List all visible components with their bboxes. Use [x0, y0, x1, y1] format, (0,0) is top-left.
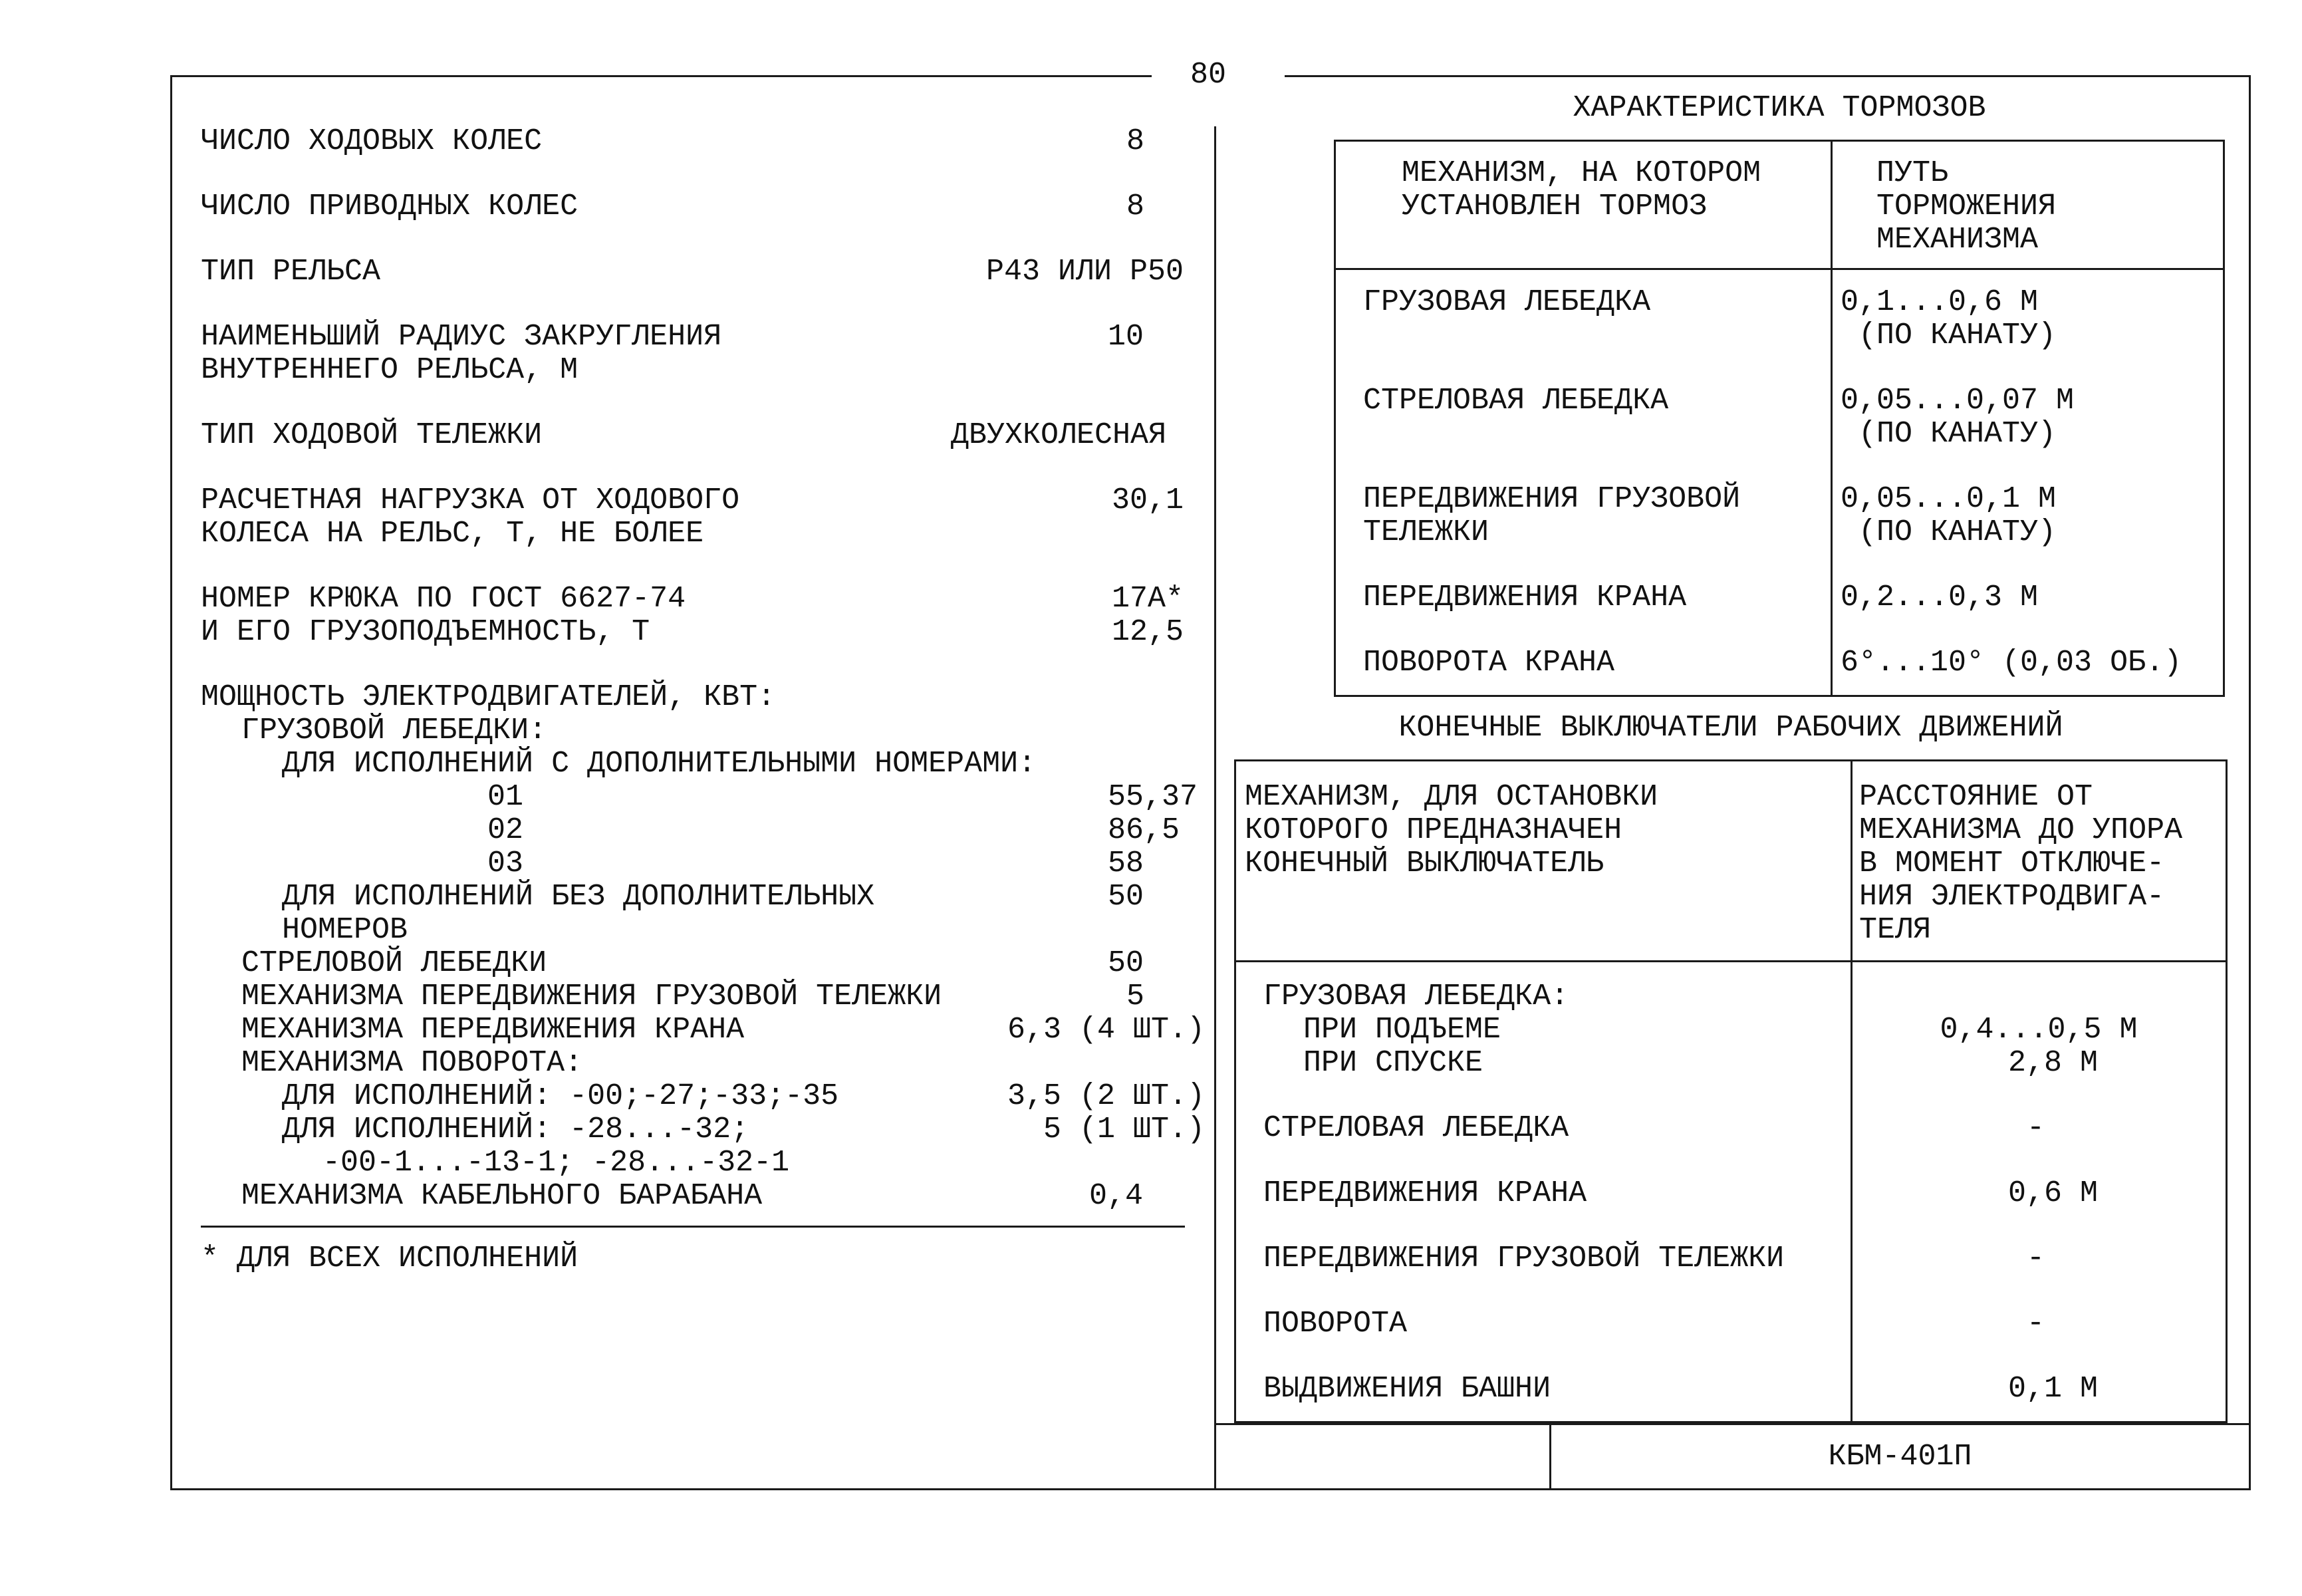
limits-row-mech: ПЕРЕДВИЖЕНИЯ КРАНА [1263, 1176, 1587, 1210]
power-slewing: МЕХАНИЗМА ПОВОРОТА: [241, 1046, 583, 1080]
spec-label: НОМЕР КРЮКА ПО ГОСТ 6627-74 [201, 582, 686, 616]
brakes-row-path: (ПО КАНАТУ) [1841, 319, 2057, 352]
power-slewing-2b: -00-1...-13-1; -28...-32-1 [322, 1146, 790, 1180]
spec-label: КОЛЕСА НА РЕЛЬС, Т, НЕ БОЛЕЕ [201, 517, 704, 551]
limits-lowering: ПРИ СПУСКЕ [1303, 1046, 1483, 1080]
limits-header-mech: КОТОРОГО ПРЕДНАЗНАЧЕН [1245, 813, 1622, 847]
limits-row-mech: ПОВОРОТА [1263, 1307, 1408, 1341]
brakes-row-path: 0,1...0,6 М [1841, 285, 2039, 319]
limits-col-divider [1851, 759, 1853, 1423]
brakes-col-divider [1831, 140, 1833, 697]
brakes-row-mech: ТЕЛЕЖКИ [1363, 515, 1489, 549]
brakes-header-path: МЕХАНИЗМА [1876, 223, 2039, 257]
brakes-row-path: 6°...10° (0,03 ОБ.) [1841, 646, 2182, 680]
spec-label: И ЕГО ГРУЗОПОДЪЕМНОСТЬ, Т [201, 615, 650, 649]
spec-label: НАИМЕНЬШИЙ РАДИУС ЗАКРУГЛЕНИЯ [201, 320, 722, 354]
power-boom-winch-value: 50 [1108, 946, 1144, 980]
variant-code: 03 [487, 847, 524, 880]
brakes-row-mech: ПОВОРОТА КРАНА [1363, 646, 1615, 680]
stamp-code: КБМ-401П [1828, 1440, 1972, 1474]
limits-title: КОНЕЧНЫЕ ВЫКЛЮЧАТЕЛИ РАБОЧИХ ДВИЖЕНИЙ [1398, 711, 2063, 745]
spec-value: 8 [1126, 124, 1145, 158]
brakes-row-path: 0,2...0,3 М [1841, 581, 2039, 614]
limits-row-value: - [2027, 1242, 2045, 1275]
spec-label: ТИП РЕЛЬСА [201, 255, 381, 289]
brakes-header-path: ПУТЬ [1876, 156, 1949, 190]
frame-top-right [1285, 75, 2250, 77]
limits-header-distance: ТЕЛЯ [1859, 913, 1932, 947]
footnote-rule [201, 1226, 1185, 1228]
power-slewing-1-value: 3,5 (2 ШТ.) [1007, 1079, 1205, 1113]
variant-value: 86,5 [1108, 813, 1180, 847]
brakes-row-mech: СТРЕЛОВАЯ ЛЕБЕДКА [1363, 384, 1669, 418]
limits-row-value: - [2027, 1111, 2045, 1145]
power-trolley-value: 5 [1126, 980, 1145, 1013]
power-cargo-winch: ГРУЗОВОЙ ЛЕБЕДКИ: [241, 714, 547, 747]
limits-row-mech: ВЫДВИЖЕНИЯ БАШНИ [1263, 1372, 1551, 1406]
spec-label: РАСЧЕТНАЯ НАГРУЗКА ОТ ХОДОВОГО [201, 483, 740, 517]
brakes-header-path: ТОРМОЖЕНИЯ [1876, 190, 2057, 223]
brakes-row-path: (ПО КАНАТУ) [1841, 417, 2057, 451]
spec-value: 12,5 [1111, 615, 1184, 649]
spec-label: ЧИСЛО ХОДОВЫХ КОЛЕС [201, 124, 543, 158]
spec-value: 10 [1108, 320, 1144, 354]
brakes-title: ХАРАКТЕРИСТИКА ТОРМОЗОВ [1573, 91, 1986, 125]
brakes-row-mech: ПЕРЕДВИЖЕНИЯ ГРУЗОВОЙ [1363, 482, 1741, 516]
limits-header-mech: КОНЕЧНЫЙ ВЫКЛЮЧАТЕЛЬ [1245, 847, 1604, 880]
limits-row-value: - [2027, 1307, 2045, 1341]
power-slewing-2: ДЛЯ ИСПОЛНЕНИЙ: -28...-32; [282, 1113, 749, 1146]
limits-header-mech: МЕХАНИЗМ, ДЛЯ ОСТАНОВКИ [1245, 780, 1658, 814]
spec-value: 8 [1126, 190, 1145, 223]
spec-value: 30,1 [1111, 483, 1184, 517]
frame-bottom [170, 1488, 2251, 1490]
power-crane: МЕХАНИЗМА ПЕРЕДВИЖЕНИЯ КРАНА [241, 1013, 745, 1047]
spec-label: ТИП ХОДОВОЙ ТЕЛЕЖКИ [201, 418, 543, 452]
variant-code: 02 [487, 813, 524, 847]
limits-lifting-value: 0,4...0,5 М [1940, 1013, 2138, 1047]
limits-lifting: ПРИ ПОДЪЕМЕ [1303, 1013, 1501, 1047]
power-trolley: МЕХАНИЗМА ПЕРЕДВИЖЕНИЯ ГРУЗОВОЙ ТЕЛЕЖКИ [241, 980, 942, 1013]
limits-row-value: 0,1 М [2008, 1372, 2099, 1406]
spec-value: 17А* [1111, 582, 1184, 616]
brakes-header-mech: УСТАНОВЛЕН ТОРМОЗ [1402, 190, 1708, 223]
title-block-top [1214, 1423, 2250, 1425]
limits-header-rule [1234, 960, 2228, 962]
limits-header-distance: В МОМЕНТ ОТКЛЮЧЕ- [1859, 847, 2165, 880]
brakes-header-rule [1334, 268, 2225, 270]
power-without-numbers: ДЛЯ ИСПОЛНЕНИЙ БЕЗ ДОПОЛНИТЕЛЬНЫХ [282, 880, 875, 914]
brakes-row-mech: ГРУЗОВАЯ ЛЕБЕДКА [1363, 285, 1651, 319]
power-with-numbers: ДЛЯ ИСПОЛНЕНИЙ С ДОПОЛНИТЕЛЬНЫМИ НОМЕРАМИ: [282, 747, 1037, 781]
limits-lowering-value: 2,8 М [2008, 1046, 2099, 1080]
power-without-numbers-2: НОМЕРОВ [282, 913, 408, 947]
limits-header-distance: РАССТОЯНИЕ ОТ [1859, 780, 2093, 814]
variant-value: 58 [1108, 847, 1144, 880]
limits-row-value: 0,6 М [2008, 1176, 2099, 1210]
power-without-numbers-value: 50 [1108, 880, 1144, 914]
power-slewing-1: ДЛЯ ИСПОЛНЕНИЙ: -00;-27;-33;-35 [282, 1079, 839, 1113]
power-cable-drum: МЕХАНИЗМА КАБЕЛЬНОГО БАРАБАНА [241, 1179, 763, 1213]
limits-row-mech: ПЕРЕДВИЖЕНИЯ ГРУЗОВОЙ ТЕЛЕЖКИ [1263, 1242, 1785, 1275]
page-number: 80 [1190, 58, 1227, 92]
footnote: * ДЛЯ ВСЕХ ИСПОЛНЕНИЙ [201, 1242, 578, 1275]
brakes-row-mech: ПЕРЕДВИЖЕНИЯ КРАНА [1363, 581, 1687, 614]
brakes-row-path: 0,05...0,1 М [1841, 482, 2057, 516]
column-divider [1214, 126, 1216, 1490]
power-title: МОЩНОСТЬ ЭЛЕКТРОДВИГАТЕЛЕЙ, КВТ: [201, 680, 776, 714]
power-boom-winch: СТРЕЛОВОЙ ЛЕБЕДКИ [241, 946, 547, 980]
brakes-row-path: 0,05...0,07 М [1841, 384, 2075, 418]
spec-label: ЧИСЛО ПРИВОДНЫХ КОЛЕС [201, 190, 578, 223]
frame-top-left [170, 75, 1152, 77]
spec-value: ДВУХКОЛЕСНАЯ [950, 418, 1166, 452]
limits-cargo: ГРУЗОВАЯ ЛЕБЕДКА: [1263, 980, 1569, 1013]
frame-left [170, 75, 172, 1490]
limits-row-mech: СТРЕЛОВАЯ ЛЕБЕДКА [1263, 1111, 1569, 1145]
power-slewing-2-value: 5 (1 ШТ.) [1043, 1113, 1205, 1146]
spec-label: ВНУТРЕННЕГО РЕЛЬСА, М [201, 353, 578, 387]
limits-header-distance: МЕХАНИЗМА ДО УПОРА [1859, 813, 2183, 847]
variant-value: 55,37 [1108, 780, 1198, 814]
spec-value: Р43 ИЛИ Р50 [985, 255, 1184, 289]
power-crane-value: 6,3 (4 ШТ.) [1007, 1013, 1205, 1047]
power-cable-drum-value: 0,4 [1089, 1179, 1144, 1213]
brakes-row-path: (ПО КАНАТУ) [1841, 515, 2057, 549]
limits-header-distance: НИЯ ЭЛЕКТРОДВИГА- [1859, 880, 2165, 914]
brakes-header-mech: МЕХАНИЗМ, НА КОТОРОМ [1402, 156, 1761, 190]
frame-right [2249, 75, 2251, 1490]
variant-code: 01 [487, 780, 524, 814]
